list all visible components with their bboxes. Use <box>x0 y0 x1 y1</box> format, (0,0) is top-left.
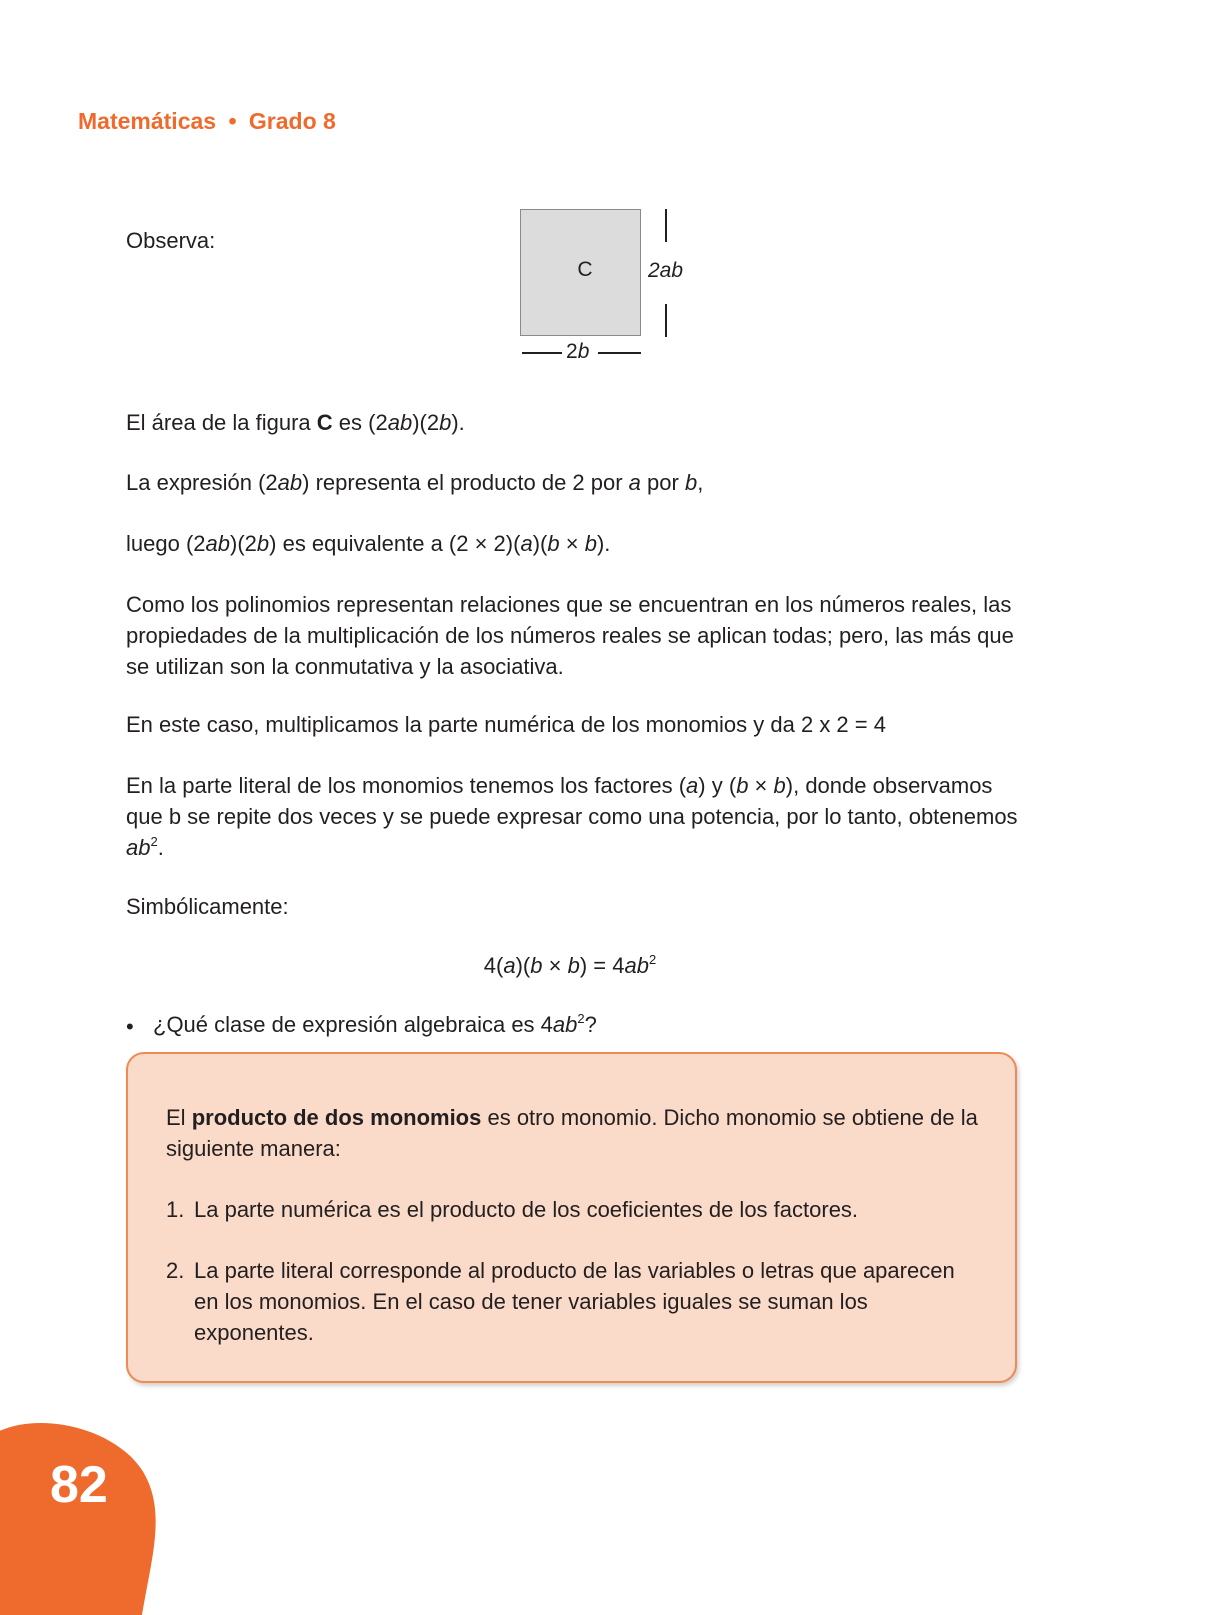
text: La expresión (2 <box>126 470 278 495</box>
text: ? <box>584 1012 597 1037</box>
variable: a <box>686 773 699 798</box>
text: ). <box>451 410 465 435</box>
variable: b <box>773 773 786 798</box>
variable: b <box>736 773 749 798</box>
text: por <box>640 470 685 495</box>
text: , <box>697 470 704 495</box>
header-separator: • <box>228 108 237 134</box>
page-number-badge <box>0 1415 162 1615</box>
variable: a <box>628 470 641 495</box>
text: ). <box>596 531 611 556</box>
variable: ab <box>624 953 649 978</box>
text: 4( <box>483 953 504 978</box>
text: luego (2 <box>126 531 206 556</box>
height-dimension-line-bottom <box>665 304 667 337</box>
text: es (2 <box>332 410 388 435</box>
text: ) es equivalente a (2 × 2)( <box>269 531 521 556</box>
square-label: C <box>577 258 593 281</box>
variable: ab <box>552 1012 578 1037</box>
text: ) = 4 <box>579 953 625 978</box>
numeric-part-paragraph: En este caso, multiplicamos la parte numérica de los monomios y da 2 x 2 = 4 <box>126 712 886 737</box>
width-label <box>566 340 589 364</box>
variable: b <box>256 531 270 556</box>
observe-label: Observa: <box>126 228 216 253</box>
width-label-coef: 2 <box>566 340 578 363</box>
grade-title: Grado 8 <box>248 108 336 134</box>
text: El <box>166 1105 192 1130</box>
text: En la parte literal de los monomios tenemos los factores ( <box>126 773 687 798</box>
height-label: 2ab <box>648 259 684 282</box>
variable: ab <box>277 470 303 495</box>
formula <box>0 953 1140 979</box>
text: × <box>748 773 774 798</box>
variable: a <box>503 953 516 978</box>
exponent: 2 <box>150 834 158 849</box>
width-dimension-line-right <box>598 352 641 354</box>
variable: b <box>584 531 597 556</box>
page-number: 82 <box>50 1456 108 1514</box>
text: . <box>157 835 164 860</box>
width-dimension-line-left <box>522 352 562 354</box>
list-item: La parte literal corresponde al producto de las variables o letras que aparecen en los monomios. En el caso de tener variables iguales se suman los exponentes. <box>194 1258 955 1345</box>
text: ) y ( <box>698 773 737 798</box>
list-item: La parte numérica es el producto de los coeficientes de los factores. <box>194 1197 859 1222</box>
text: es otro monomio. Dicho monomio se obtiene de la siguiente manera: <box>166 1105 978 1161</box>
variable: b <box>439 410 452 435</box>
expression-paragraph <box>126 467 1026 498</box>
area-paragraph <box>126 407 1026 438</box>
width-label-var: b <box>577 340 590 363</box>
text: )( <box>532 531 548 556</box>
variable: ab <box>126 835 151 860</box>
list-number: 1. <box>166 1197 185 1222</box>
text: )(2 <box>230 531 257 556</box>
page-header <box>78 108 336 135</box>
variable: b <box>530 953 543 978</box>
text: × <box>559 531 585 556</box>
polynomials-paragraph: Como los polinomios representan relaciones que se encuentran en los números reales, las propiedades de la multiplicación de los números reales se aplican todas; pero, las más que se utilizan son la conmutativa y la asociativa. <box>126 592 1014 679</box>
variable: b <box>547 531 560 556</box>
question <box>153 1012 597 1038</box>
symbolic-label: Simbólicamente: <box>126 894 289 919</box>
bullet: • <box>126 1014 134 1039</box>
variable: b <box>684 470 698 495</box>
variable: ab <box>387 410 413 435</box>
list-number: 2. <box>166 1258 185 1283</box>
text: ¿Qué clase de expresión algebraica es 4 <box>153 1012 553 1037</box>
variable: ab <box>205 531 230 556</box>
text: )( <box>515 953 531 978</box>
figure-name: C <box>316 410 333 435</box>
literal-part-paragraph <box>126 770 1026 863</box>
key-term: producto de dos monomios <box>191 1105 482 1130</box>
definition-intro <box>166 1102 981 1164</box>
variable: b <box>567 953 580 978</box>
definition-box <box>126 1052 1017 1383</box>
exponent: 2 <box>648 952 657 967</box>
text: )(2 <box>412 410 440 435</box>
variable: a <box>520 531 533 556</box>
text: ), donde observamos que b se repite dos veces y se puede expresar como una potencia, por lo tanto, obtenemos <box>126 773 1018 829</box>
height-dimension-line-top <box>665 209 667 242</box>
text: ) representa el producto de 2 por <box>302 470 629 495</box>
times-sign: × <box>542 953 568 978</box>
exponent: 2 <box>577 1011 585 1026</box>
text: El área de la figura <box>126 410 317 435</box>
subject-title: Matemáticas <box>78 108 217 134</box>
equivalence-paragraph <box>126 528 1026 559</box>
